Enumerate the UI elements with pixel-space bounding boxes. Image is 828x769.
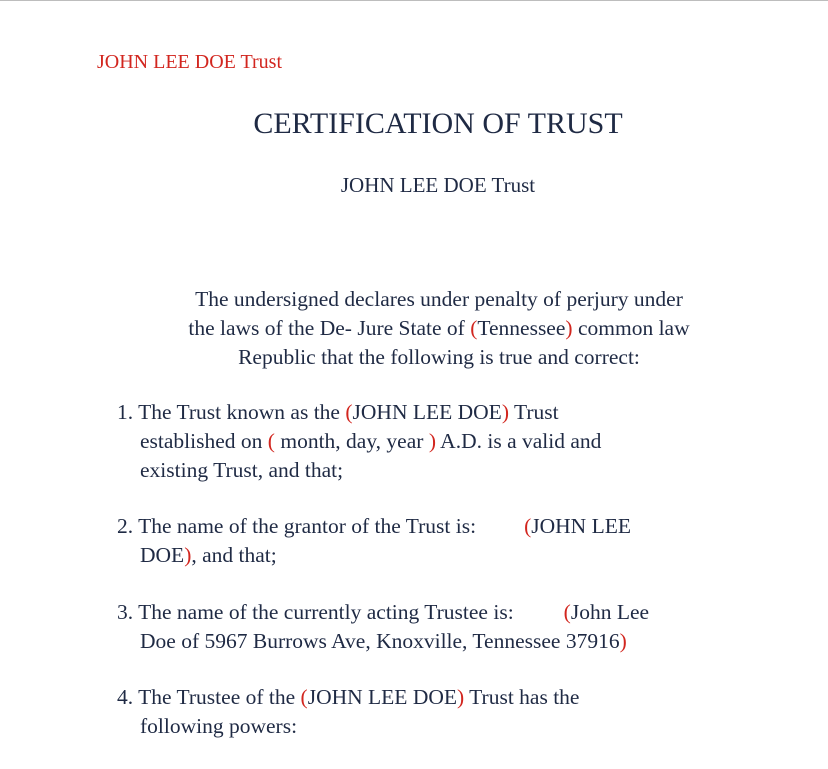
item-number: 1. [117,400,134,424]
item-text: The name of the grantor of the Trust is: [133,514,477,538]
trust-name: JOHN LEE DOE [352,400,502,424]
list-item [117,398,601,485]
item-text: existing Trust, and that; [140,458,344,482]
document-subtitle: JOHN LEE DOE Trust [340,173,536,197]
open-paren: ( [563,600,571,624]
item-text: following powers: [140,714,298,738]
item-text: established on [140,429,268,453]
declaration-line: The undersigned declares under penalty of perjury under [195,287,683,311]
item-text: Trust has the [464,685,580,709]
open-paren: ( [470,316,478,340]
close-paren: ) [457,685,465,709]
trustee-address: Doe of 5967 Burrows Ave, Knoxville, Tennessee 37916 [140,629,620,653]
list-item [117,598,649,656]
trustee-name: John Lee [570,600,650,624]
grantor-name: DOE [140,543,185,567]
item-number: 2. [117,514,134,538]
open-paren: ( [300,685,308,709]
close-paren: ) [184,543,192,567]
close-paren: ) [428,429,436,453]
declaration-line: Republic that the following is true and correct: [238,345,640,369]
open-paren: ( [267,429,275,453]
item-text: The Trustee of the [133,685,301,709]
close-paren: ) [565,316,573,340]
item-text: Trust [509,400,559,424]
open-paren: ( [345,400,353,424]
header-trust-label: JOHN LEE DOE Trust [97,51,283,73]
date-placeholder: month, day, year [274,429,429,453]
close-paren: ) [619,629,627,653]
document-title: CERTIFICATION OF TRUST [253,107,623,140]
state-name: Tennessee [477,316,566,340]
close-paren: ) [501,400,509,424]
trust-name: JOHN LEE DOE [307,685,458,709]
open-paren: ( [524,514,532,538]
top-divider [0,0,828,1]
item-text: , and that; [191,543,277,567]
grantor-name: JOHN LEE [531,514,631,538]
item-number: 4. [117,685,134,709]
declaration-text: the laws of the De- Jure State of [188,316,471,340]
item-text: The Trust known as the [133,400,346,424]
declaration-paragraph [140,285,738,372]
item-number: 3. [117,600,134,624]
item-text: The name of the currently acting Trustee is: [133,600,514,624]
declaration-text: common law [572,316,690,340]
list-item [117,683,579,741]
item-text: A.D. is a valid and [435,429,602,453]
list-item [117,512,631,570]
